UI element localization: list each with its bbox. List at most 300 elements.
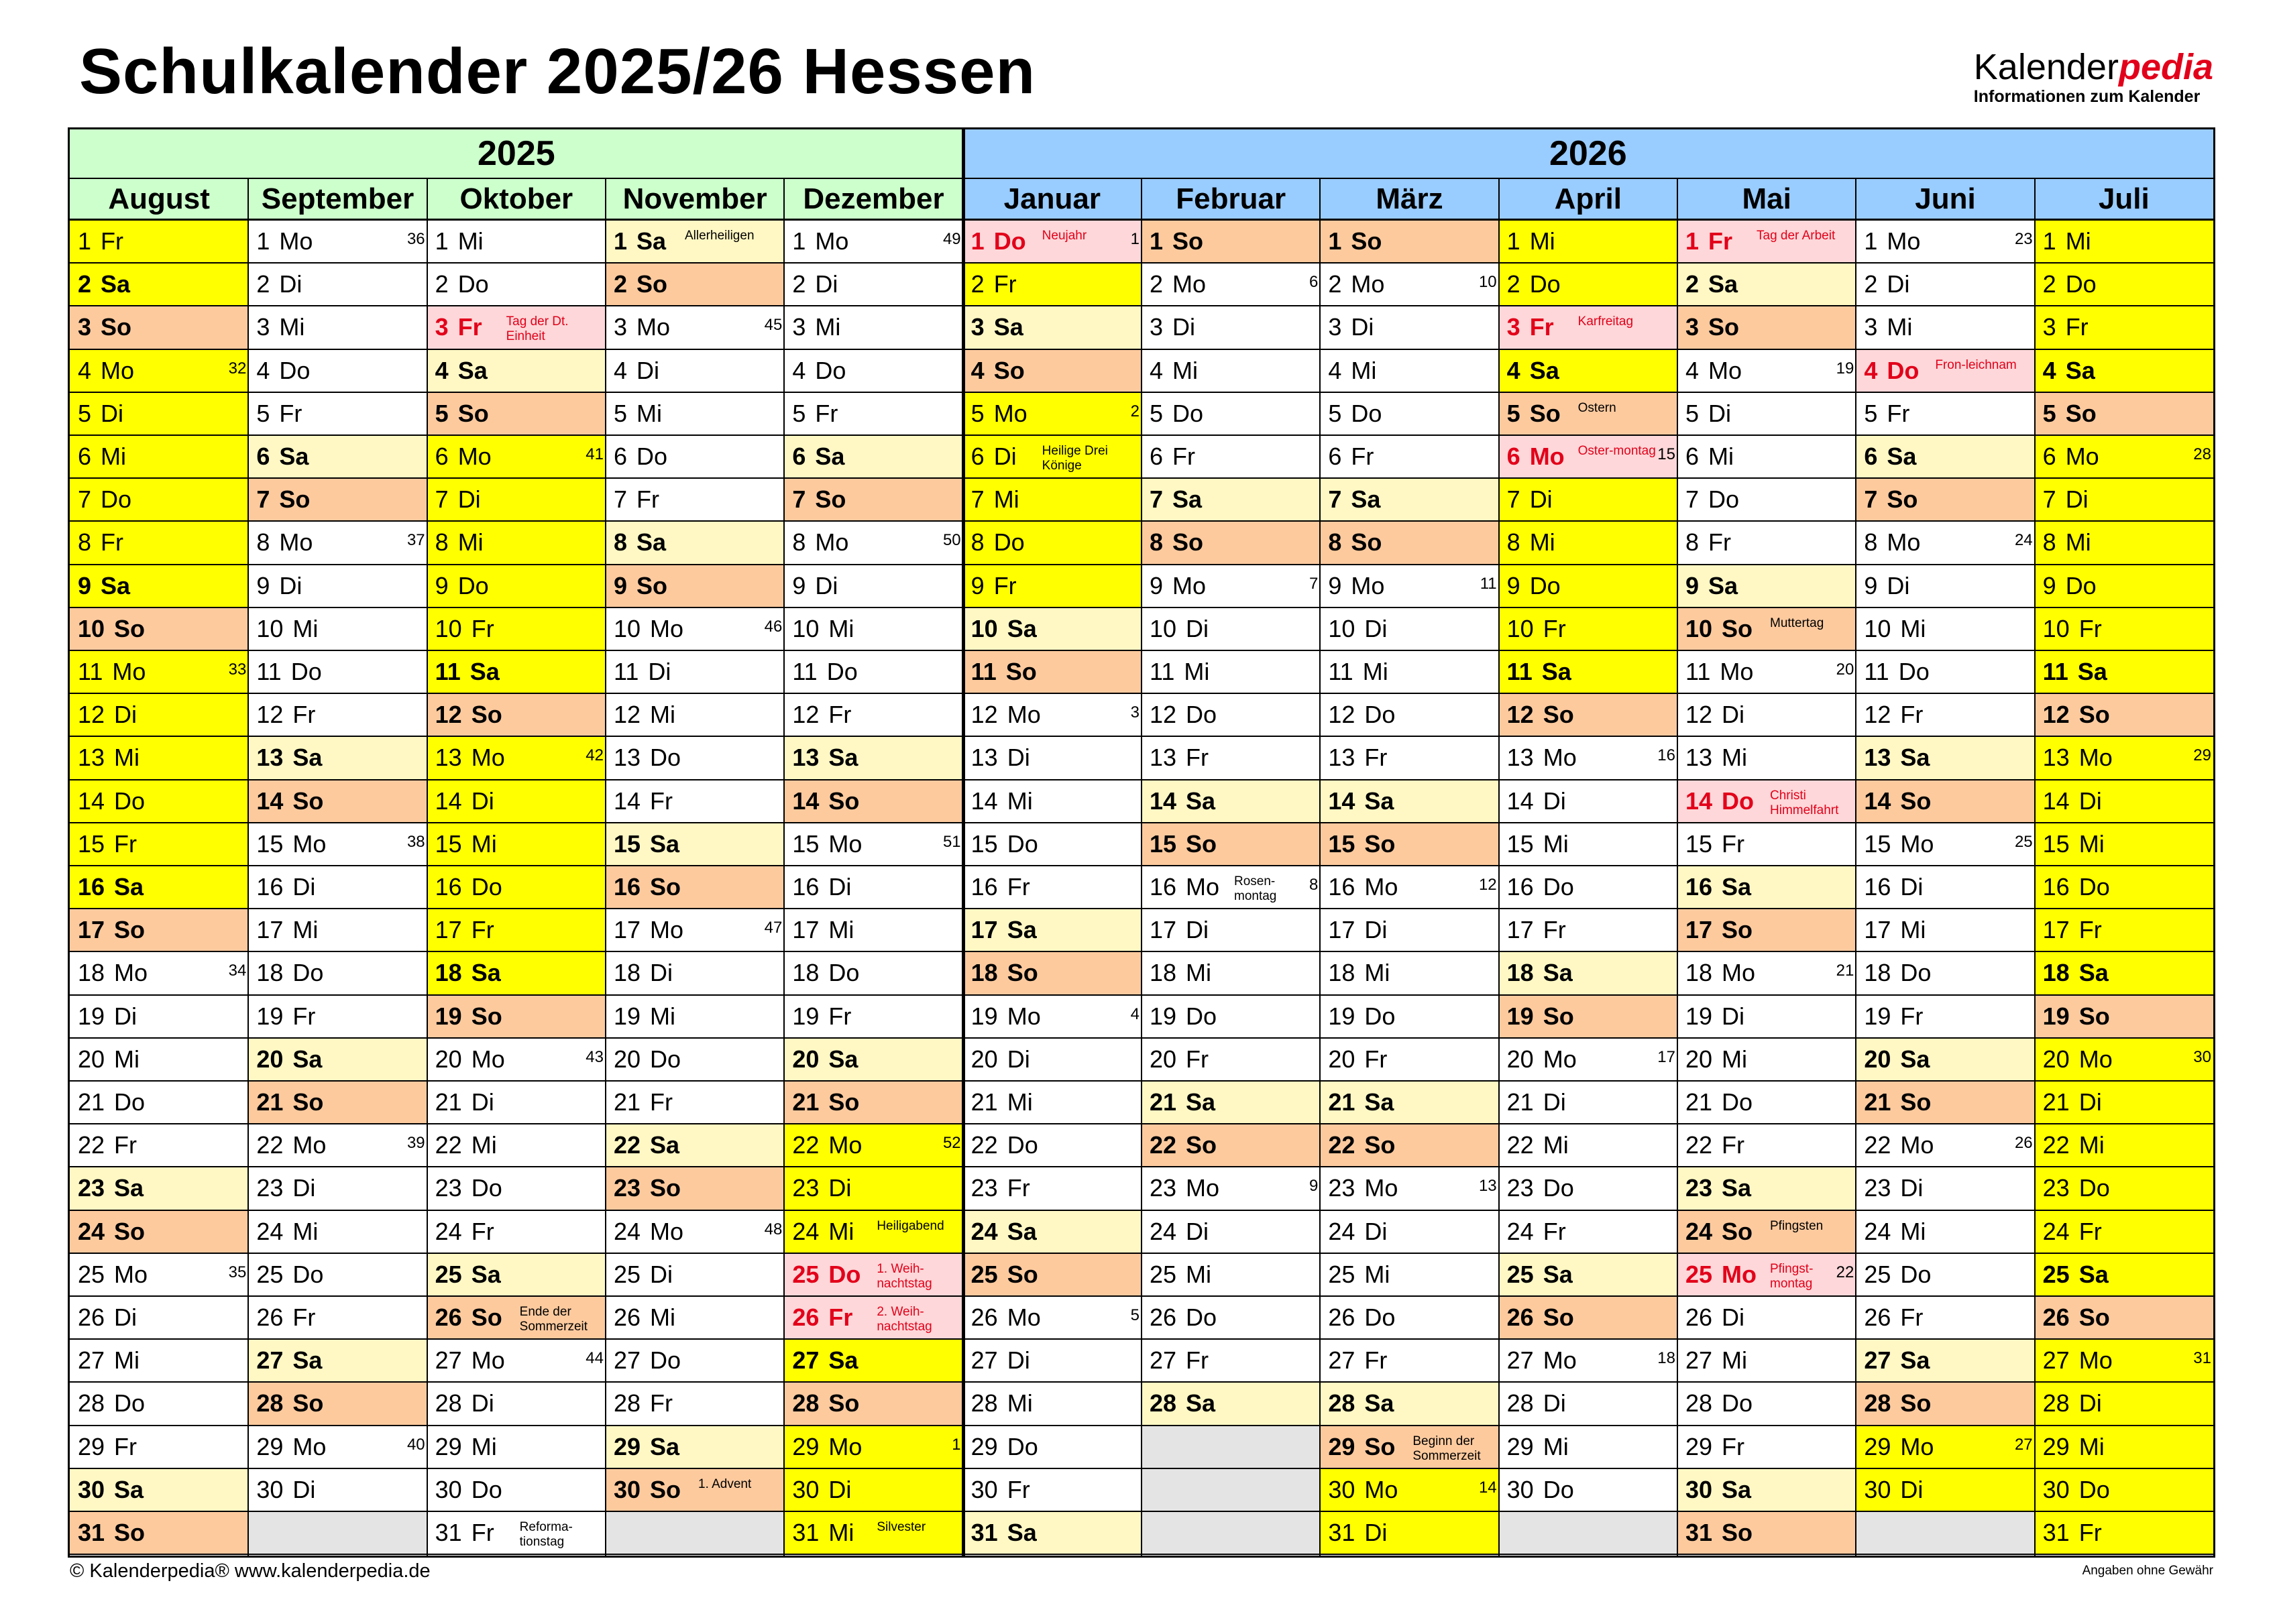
day-cell [963, 1512, 1142, 1555]
week-number: 44 [586, 1349, 604, 1368]
day-label: 10 Di [1150, 614, 1209, 642]
day-cell [248, 1167, 427, 1210]
day-cell [606, 651, 784, 694]
day-cell [2035, 393, 2213, 436]
day-cell [1856, 909, 2034, 952]
day-cell [1856, 866, 2034, 909]
day-label: 21 Di [435, 1088, 494, 1116]
week-number: 42 [586, 746, 604, 765]
day-label: 9 Sa [78, 571, 131, 599]
day-cell [963, 1082, 1142, 1124]
day-cell [1856, 1167, 2034, 1210]
day-label: 30 Do [2042, 1475, 2110, 1503]
day-label: 25 So [970, 1260, 1038, 1288]
day-cell [1499, 608, 1677, 651]
day-cell [1677, 651, 1856, 694]
day-label: 5 Di [1685, 399, 1732, 427]
day-label: 4 Do [792, 356, 846, 384]
day-cell [2035, 522, 2213, 565]
day-cell [1320, 1340, 1498, 1383]
day-cell [1499, 1167, 1677, 1210]
day-label: 20 Sa [1864, 1045, 1930, 1073]
day-label: 26 Fr [792, 1303, 853, 1331]
day-label: 24 Fr [435, 1217, 494, 1245]
day-label: 15 Fr [78, 829, 137, 858]
day-cell [1499, 1297, 1677, 1340]
day-label: 3 Di [1150, 313, 1196, 341]
day-cell [1856, 221, 2034, 264]
day-cell [1499, 1340, 1677, 1383]
day-label: 22 Mi [2042, 1131, 2105, 1159]
day-cell [248, 909, 427, 952]
day-label: 28 Fr [614, 1389, 673, 1417]
day-label: 14 So [1864, 787, 1932, 815]
day-label: 8 Do [970, 528, 1025, 557]
day-label: 31 Di [1328, 1519, 1388, 1546]
day-cell [1320, 1039, 1498, 1082]
day-cell [1142, 952, 1320, 995]
day-label: 28 Di [435, 1389, 494, 1417]
day-cell [248, 565, 427, 608]
day-cell [427, 1512, 606, 1555]
day-label: 6 Sa [256, 443, 309, 470]
day-cell [1856, 1383, 2034, 1426]
day-cell [427, 479, 606, 522]
day-cell [606, 221, 784, 264]
day-label: 5 Do [1328, 399, 1382, 427]
day-label: 17 Fr [435, 916, 494, 944]
day-label: 30 Mo [1328, 1475, 1398, 1503]
day-cell [963, 909, 1142, 952]
day-cell [70, 1340, 248, 1383]
day-cell [963, 1469, 1142, 1512]
day-label: 8 Mo [792, 528, 849, 557]
day-label: 7 Do [78, 485, 132, 514]
day-cell [427, 996, 606, 1039]
day-cell [1499, 393, 1677, 436]
week-number: 28 [2193, 445, 2211, 463]
day-cell [606, 694, 784, 737]
day-cell [248, 1082, 427, 1124]
day-cell [1320, 1167, 1498, 1210]
day-cell [1142, 221, 1320, 264]
day-label: 9 Di [256, 571, 302, 599]
day-cell [248, 823, 427, 866]
day-cell [1499, 1383, 1677, 1426]
day-cell [427, 651, 606, 694]
day-label: 15 Mo [256, 829, 327, 858]
day-cell [963, 1254, 1142, 1297]
day-label: 3 Mi [792, 313, 841, 341]
day-label: 22 Mo [792, 1131, 863, 1159]
day-label: 14 Di [435, 787, 494, 815]
day-cell [70, 1297, 248, 1340]
day-cell [784, 1254, 962, 1297]
day-cell [70, 694, 248, 737]
day-label: 1 Fr [1685, 227, 1733, 255]
day-label: 12 Di [78, 701, 137, 729]
day-label: 26 Mo [970, 1303, 1041, 1331]
day-label: 30 Do [1506, 1475, 1574, 1503]
day-label: 16 Mo [1328, 873, 1398, 901]
day-cell [1677, 1512, 1856, 1555]
day-cell [963, 221, 1142, 264]
day-label: 3 So [1685, 313, 1740, 341]
day-cell [2035, 952, 2213, 995]
day-cell [1320, 737, 1498, 780]
day-label: 13 Sa [792, 744, 858, 772]
day-label: 18 Mo [1685, 959, 1756, 987]
week-number: 10 [1478, 273, 1497, 292]
day-label: 9 Mo [1150, 571, 1207, 599]
day-label: 4 Sa [435, 356, 488, 384]
day-cell [2035, 436, 2213, 479]
day-cell [1856, 1211, 2034, 1254]
day-label: 31 So [78, 1519, 146, 1546]
day-label: 18 Di [614, 959, 673, 987]
day-cell [784, 996, 962, 1039]
day-cell [963, 866, 1142, 909]
day-label: 13 Mi [1685, 744, 1748, 772]
day-cell [1142, 350, 1320, 393]
day-label: 16 Di [792, 873, 852, 901]
day-cell [1677, 866, 1856, 909]
day-cell [963, 522, 1142, 565]
day-label: 16 Di [1864, 873, 1924, 901]
month-header-november: November [606, 179, 784, 221]
day-cell [784, 1039, 962, 1082]
day-cell [1320, 306, 1498, 349]
day-label: 28 So [256, 1389, 324, 1417]
day-cell [784, 737, 962, 780]
day-cell [1320, 1297, 1498, 1340]
day-label: 20 Mo [435, 1045, 505, 1073]
holiday-label: 2. Weih-nachtstag [877, 1305, 932, 1334]
day-label: 17 Fr [2042, 916, 2102, 944]
column-divider [247, 179, 249, 1556]
day-label: 6 Sa [792, 443, 845, 470]
day-label: 16 Do [435, 873, 502, 901]
day-label: 19 Fr [792, 1002, 852, 1030]
day-label: 1 So [1150, 227, 1204, 255]
day-cell [1320, 1211, 1498, 1254]
week-number: 43 [586, 1047, 604, 1066]
day-label: 30 Sa [78, 1475, 144, 1503]
day-label: 10 So [78, 614, 146, 642]
day-cell [1320, 393, 1498, 436]
month-header-mai: Mai [1677, 179, 1856, 221]
day-label: 20 Mo [1506, 1045, 1577, 1073]
day-label: 14 Di [2042, 787, 2102, 815]
day-label: 19 So [435, 1002, 502, 1030]
day-cell [1856, 694, 2034, 737]
day-cell [606, 393, 784, 436]
day-label: 5 Fr [256, 399, 302, 427]
day-cell [70, 780, 248, 823]
day-label: 8 Fr [1685, 528, 1732, 557]
day-label: 25 Do [256, 1260, 324, 1288]
day-label: 8 Fr [78, 528, 124, 557]
day-label: 21 Di [2042, 1088, 2102, 1116]
day-label: 26 Fr [256, 1303, 316, 1331]
month-header-juni: Juni [1856, 179, 2034, 221]
day-cell [963, 306, 1142, 349]
week-number: 4 [1130, 1004, 1140, 1023]
day-label: 9 Mo [1328, 571, 1385, 599]
day-cell [963, 1340, 1142, 1383]
holiday-label: Ostern [1577, 400, 1616, 415]
day-label: 14 Fr [614, 787, 673, 815]
day-cell [963, 1124, 1142, 1167]
day-cell [1677, 306, 1856, 349]
day-label: 6 Fr [1150, 443, 1196, 470]
day-label: 26 Di [78, 1303, 137, 1331]
day-label: 21 Do [78, 1088, 146, 1116]
day-label: 10 Mo [614, 614, 684, 642]
day-label: 23 Sa [78, 1174, 144, 1202]
day-cell [1677, 350, 1856, 393]
day-label: 16 Do [2042, 873, 2110, 901]
day-label: 4 Sa [2042, 356, 2095, 384]
day-label: 16 So [614, 873, 681, 901]
day-label: 18 Mi [1150, 959, 1212, 987]
day-label: 12 Fr [1864, 701, 1924, 729]
week-number: 26 [2014, 1134, 2033, 1153]
day-label: 3 Sa [970, 313, 1023, 341]
day-label: 28 Do [78, 1389, 146, 1417]
day-label: 24 Fr [1506, 1217, 1566, 1245]
day-cell [1856, 996, 2034, 1039]
day-label: 13 Di [970, 744, 1030, 772]
day-cell [1320, 651, 1498, 694]
day-label: 7 Mi [970, 485, 1019, 514]
day-label: 14 So [792, 787, 860, 815]
day-label: 21 So [1864, 1088, 1932, 1116]
day-label: 16 Sa [78, 873, 144, 901]
day-cell [606, 306, 784, 349]
day-label: 8 Mi [435, 528, 484, 557]
day-label: 22 Sa [614, 1131, 680, 1159]
day-label: 17 Mi [792, 916, 854, 944]
day-label: 18 Sa [435, 959, 501, 987]
day-cell [1142, 1254, 1320, 1297]
day-label: 26 Mi [614, 1303, 676, 1331]
day-label: 22 Fr [1685, 1131, 1745, 1159]
day-cell [1142, 306, 1320, 349]
holiday-label: Pfingst-montag [1770, 1261, 1814, 1291]
day-label: 24 Mi [256, 1217, 319, 1245]
day-cell [1677, 952, 1856, 995]
week-number: 35 [228, 1263, 247, 1281]
day-cell [427, 436, 606, 479]
day-cell [784, 565, 962, 608]
day-cell [963, 823, 1142, 866]
day-cell [1677, 694, 1856, 737]
day-label: 6 Fr [1328, 443, 1374, 470]
day-cell [1856, 1340, 2034, 1383]
day-label: 4 Do [256, 356, 311, 384]
day-label: 5 Do [1150, 399, 1204, 427]
day-label: 3 Fr [435, 313, 482, 341]
day-label: 24 Di [1150, 1217, 1209, 1245]
week-number: 13 [1478, 1177, 1497, 1196]
day-label: 15 So [1150, 829, 1217, 858]
day-label: 11 So [970, 658, 1037, 685]
day-label: 24 So [1685, 1217, 1753, 1245]
day-label: 29 Mi [435, 1432, 497, 1460]
day-cell [963, 996, 1142, 1039]
day-label: 26 So [2042, 1303, 2110, 1331]
week-number: 49 [942, 230, 961, 248]
day-label: 18 Do [1864, 959, 1932, 987]
day-label: 26 Di [1685, 1303, 1745, 1331]
day-cell [248, 737, 427, 780]
day-cell [1320, 565, 1498, 608]
day-cell [427, 1167, 606, 1210]
day-label: 2 Fr [970, 270, 1017, 298]
holiday-label: Fron-leichnam [1935, 357, 2017, 372]
day-label: 6 Mi [78, 443, 127, 470]
day-cell [1856, 780, 2034, 823]
day-cell [427, 1469, 606, 1512]
day-cell [248, 306, 427, 349]
holiday-label: 1. Advent [698, 1476, 752, 1491]
day-cell [427, 221, 606, 264]
day-cell [248, 1383, 427, 1426]
day-cell [1677, 522, 1856, 565]
day-label: 25 Mi [1328, 1260, 1390, 1288]
day-cell [248, 866, 427, 909]
day-cell [1677, 1383, 1856, 1426]
day-label: 26 So [1506, 1303, 1574, 1331]
day-label: 10 Fr [1506, 614, 1566, 642]
day-label: 19 Mo [970, 1002, 1041, 1030]
day-cell [1856, 1469, 2034, 1512]
week-number: 27 [2014, 1435, 2033, 1454]
week-number: 17 [1657, 1047, 1675, 1066]
day-cell [1499, 780, 1677, 823]
day-label: 20 Do [614, 1045, 681, 1073]
day-label: 10 Mi [1864, 614, 1926, 642]
day-label: 24 Mi [1864, 1217, 1926, 1245]
day-label: 7 Fr [614, 485, 660, 514]
column-divider [1498, 179, 1500, 1556]
day-label: 22 Mi [435, 1131, 497, 1159]
day-label: 19 Fr [256, 1002, 316, 1030]
day-label: 23 So [614, 1174, 681, 1202]
holiday-label: 1. Weih-nachtstag [877, 1261, 932, 1291]
day-cell [1320, 694, 1498, 737]
week-number: 25 [2014, 832, 2033, 851]
day-label: 18 Sa [2042, 959, 2109, 987]
day-label: 10 So [1685, 614, 1753, 642]
day-label: 24 Sa [970, 1217, 1037, 1245]
holiday-label: Rosen-montag [1234, 874, 1277, 903]
week-number: 1 [952, 1435, 961, 1454]
day-cell [1499, 1426, 1677, 1469]
holiday-label: Christi Himmelfahrt [1770, 788, 1839, 817]
day-label: 23 Do [1506, 1174, 1574, 1202]
day-cell [784, 1124, 962, 1167]
day-label: 23 Sa [1685, 1174, 1752, 1202]
day-cell [70, 479, 248, 522]
day-label: 16 Do [1506, 873, 1574, 901]
day-cell [248, 952, 427, 995]
day-label: 30 Di [792, 1475, 852, 1503]
day-cell [70, 393, 248, 436]
day-cell [1142, 1167, 1320, 1210]
empty-day-cell [1856, 1512, 2034, 1555]
day-label: 19 So [1506, 1002, 1574, 1030]
day-label: 9 Di [792, 571, 838, 599]
day-label: 27 Mo [435, 1346, 505, 1375]
week-number: 6 [1309, 273, 1319, 292]
month-header-oktober: Oktober [427, 179, 606, 221]
holiday-label: Tag der Dt. Einheit [506, 314, 569, 344]
day-cell [963, 737, 1142, 780]
day-cell [1856, 306, 2034, 349]
day-label: 9 Di [1864, 571, 1910, 599]
day-label: 31 Fr [435, 1519, 494, 1546]
day-cell [2035, 996, 2213, 1039]
day-cell [784, 1469, 962, 1512]
day-label: 1 Mi [1506, 227, 1555, 255]
day-label: 19 Do [1328, 1002, 1396, 1030]
week-number: 29 [2193, 746, 2211, 765]
day-label: 10 Mi [792, 614, 854, 642]
day-label: 23 Di [256, 1174, 316, 1202]
week-number: 36 [406, 230, 425, 248]
day-label: 14 So [256, 787, 324, 815]
day-cell [1677, 1469, 1856, 1512]
day-cell [427, 522, 606, 565]
day-cell [784, 1383, 962, 1426]
day-cell [70, 952, 248, 995]
day-label: 18 Do [792, 959, 860, 987]
day-label: 1 Mo [1864, 227, 1921, 255]
day-label: 12 Fr [256, 701, 316, 729]
day-cell [2035, 823, 2213, 866]
day-cell [1142, 1124, 1320, 1167]
day-cell [1142, 479, 1320, 522]
day-cell [1499, 651, 1677, 694]
day-label: 21 Sa [1150, 1088, 1216, 1116]
day-label: 8 Mi [1506, 528, 1555, 557]
day-cell [1499, 306, 1677, 349]
day-cell [427, 1082, 606, 1124]
footer-disclaimer: Angaben ohne Gewähr [2082, 1564, 2213, 1578]
month-header-märz: März [1320, 179, 1498, 221]
month-header-januar: Januar [963, 179, 1142, 221]
day-cell [2035, 1383, 2213, 1426]
week-number: 5 [1130, 1306, 1140, 1324]
day-cell [1320, 436, 1498, 479]
calendar-grid [68, 127, 2215, 1558]
holiday-label: Heiligabend [877, 1218, 944, 1233]
day-label: 25 Di [614, 1260, 673, 1288]
week-number: 52 [942, 1134, 961, 1153]
day-cell [606, 1124, 784, 1167]
column-divider [427, 179, 428, 1556]
day-label: 21 Fr [614, 1088, 673, 1116]
day-label: 31 Mi [792, 1519, 854, 1546]
empty-day-cell [1499, 1512, 1677, 1555]
holiday-label: Ende der Sommerzeit [519, 1305, 588, 1334]
day-cell [963, 608, 1142, 651]
day-label: 21 Sa [1328, 1088, 1394, 1116]
day-cell [963, 1039, 1142, 1082]
day-cell [1320, 952, 1498, 995]
